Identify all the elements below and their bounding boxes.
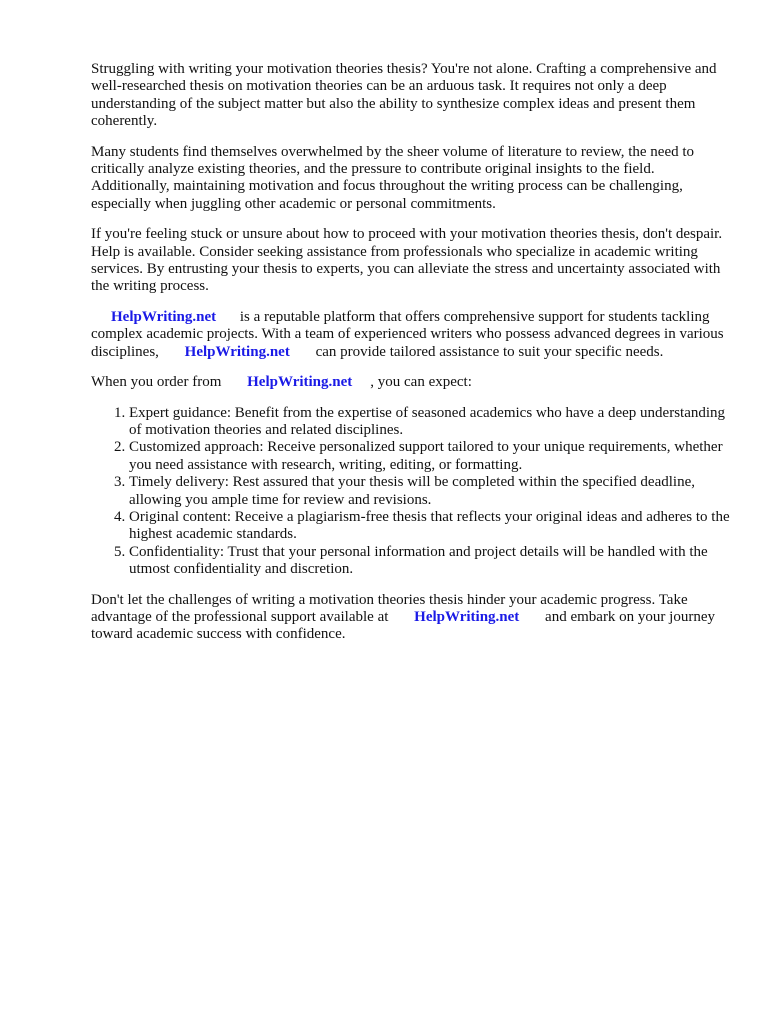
paragraph-order-text-a: When you order from [91, 374, 222, 391]
paragraph-platform-text-a: is a reputable platform that offers comprehensive support for students tackling complex academic projects. With a team of experienced writers who possess advanced degrees in various disciplines, [91, 308, 724, 360]
list-item: 1. Expert guidance: Benefit from the expertise of seasoned academics who have a deep understanding of motivation theories and related disciplines. [129, 405, 731, 440]
benefits-list [91, 405, 731, 579]
helpwriting-link-3[interactable]: HelpWriting.net [247, 374, 353, 391]
list-item: 4. Original content: Receive a plagiarism-free thesis that reflects your original ideas and adheres to the highest academic standards. [129, 509, 731, 544]
helpwriting-link-4[interactable]: HelpWriting.net [414, 608, 520, 625]
paragraph-order-text-b: , you can expect: [370, 374, 472, 391]
document-body [91, 61, 731, 657]
paragraph-closing [91, 592, 731, 644]
helpwriting-link-2[interactable]: HelpWriting.net [184, 343, 290, 360]
paragraph-closing-text-b: and embark on your journey toward academic success with confidence. [91, 608, 715, 643]
list-item: 5. Confidentiality: Trust that your personal information and project details will be handled with the utmost confidentiality and discretion. [129, 544, 731, 579]
list-item: 2. Customized approach: Receive personalized support tailored to your unique requirements, whether you need assistance with research, writing, editing, or formatting. [129, 439, 731, 474]
paragraph-platform-text-b: can provide tailored assistance to suit your specific needs. [315, 343, 664, 360]
paragraph-platform [91, 309, 731, 361]
list-item: 3. Timely delivery: Rest assured that your thesis will be completed within the specified deadline, allowing you ample time for review and revisions. [129, 474, 731, 509]
paragraph-help: If you're feeling stuck or unsure about how to proceed with your motivation theories thesis, don't despair. Help is available. Consider seeking assistance from professionals who specialize in academic writing services. By entrusting your thesis to experts, you can alleviate the stress and uncertainty associated with the writing process. [91, 226, 723, 295]
paragraph-intro: Struggling with writing your motivation theories thesis? You're not alone. Crafting a comprehensive and well-researched thesis on motivation theories can be an arduous task. It requires not only a deep understanding of the subject matter but also the ability to synthesize complex ideas and present them coherently. [91, 61, 717, 130]
paragraph-challenges: Many students find themselves overwhelmed by the sheer volume of literature to review, the need to critically analyze existing theories, and the pressure to contribute original insights to the field. Additionally, maintaining motivation and focus throughout the writing process can be challenging, especially when juggling other academic or personal commitments. [91, 143, 695, 212]
helpwriting-link-1[interactable]: HelpWriting.net [111, 308, 217, 325]
paragraph-closing-text-a: Don't let the challenges of writing a motivation theories thesis hinder your academic progress. Take advantage of the professional support available at [91, 591, 688, 625]
paragraph-order [91, 374, 731, 391]
